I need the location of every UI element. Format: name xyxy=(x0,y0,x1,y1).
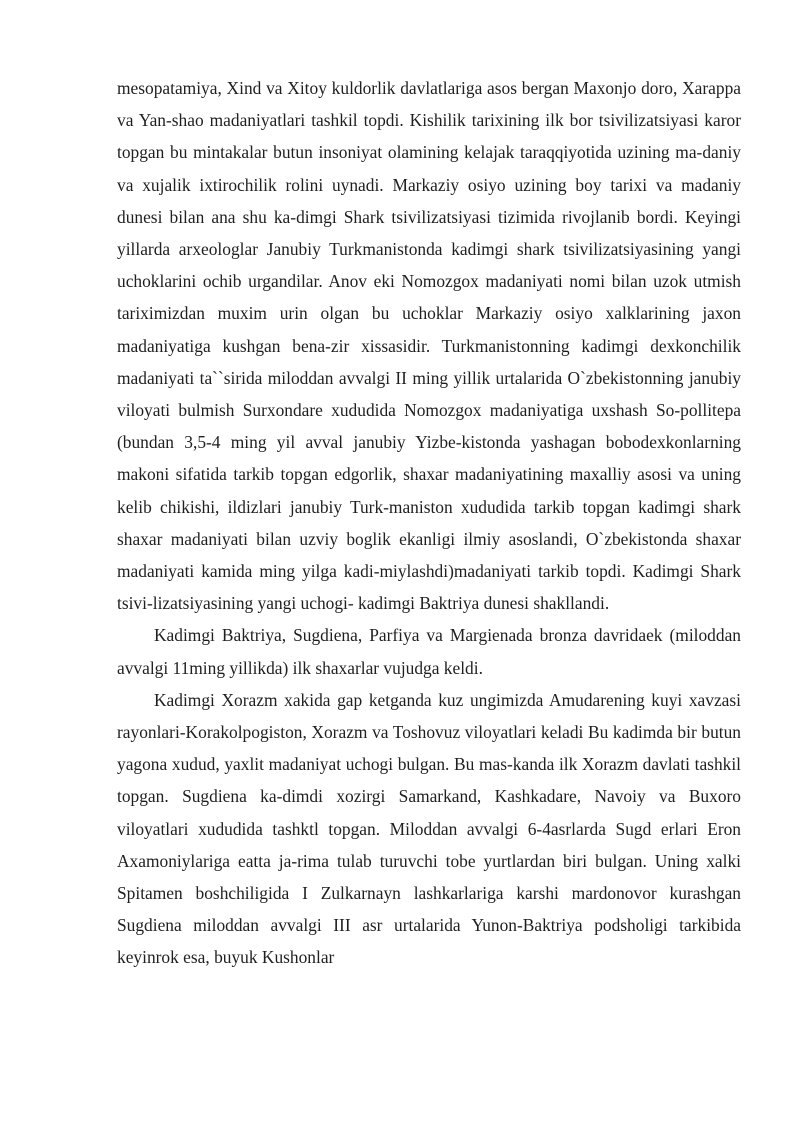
paragraph-3: Kadimgi Xorazm xakida gap ketganda kuz ungimizda Amudarening kuyi xavzasi rayonlari-Korakolpogiston, Xorazm va Toshovuz viloyatlari keladi Bu kadimda bir butun yagona xudud, yaxlit madaniyat uchogi bulgan. Bu mas-kanda ilk Xorazm davlati tashkil topgan. Sugdiena ka-dimdi xozirgi Samarkand, Kashkadare, Navoiy va Buxoro viloyatlari xududida tashktl topgan. Miloddan avvalgi 6-4asrlarda Sugd erlari Eron Axamoniylariga eatta ja-rima tulab turuvchi tobe yurtlardan biri bulgan. Uning xalki Spitamen boshchiligida I Zulkarnayn lashkarlariga karshi mardonovor kurashgan Sugdiena miloddan avvalgi III asr urtalarida Yunon-Baktriya podsholigi tarkibida keyinrok esa, buyuk Kushonlar xyxy=(117,689,741,968)
document-page xyxy=(117,72,741,974)
paragraph-2: Kadimgi Baktriya, Sugdiena, Parfiya va Margienada bronza davridaek (miloddan avvalgi 11ming yillikda) ilk shaxarlar vujudga keldi. xyxy=(117,625,741,678)
paragraph-1: mesopatamiya, Xind va Xitoy kuldorlik davlatlariga asos bergan Maxonjo doro, Xarappa va Yan-shao madaniyatlari tashkil topdi. Kishilik tarixining ilk bor tsivilizatsiyasi karor topgan bu mintakalar butun insoniyat olamining kelajak taraqqiyotida uzining ma-daniy va xujalik ixtirochilik rolini uynadi. Markaziy osiyo uzining boy tarixi va madaniy dunesi bilan ana shu ka-dimgi Shark tsivilizatsiyasi tizimida rivojlanib bordi. Keyingi yillarda arxeologlar Janubiy Turkmanistonda kadimgi shark tsivilizatsiyasining yangi uchoklarini ochib urgandilar. Anov eki Nomozgox madaniyati nomi bilan uzok utmish tariximizdan muxim urin olgan bu uchoklar Markaziy osiyo xalklarining jaxon madaniyatiga kushgan bena-zir xissasidir. Turkmanistonning kadimgi dexkonchilik madaniyati ta``sirida miloddan avvalgi II ming yillik urtalarida O`zbekistonning janubiy viloyati bulmish Surxondare xududida Nomozgox madaniyatiga uxshash So-pollitepa (bundan 3,5-4 ming yil avval janubiy Yizbe-kistonda yashagan bobodexkonlarning makoni sifatida tarkib topgan edgorlik, shaxar madaniyatining maxalliy asosi va uning kelib chikishi, ildizlari janubiy Turk-maniston xududida tarkib topgan kadimgi shark shaxar madaniyati bilan uzviy boglik ekanligi ilmiy asoslandi, O`zbekistonda shaxar madaniyati kamida ming yilga kadi-miylashdi)madaniyati tarkib topdi. Kadimgi Shark tsivi-lizatsiyasining yangi uchogi- kadimgi Baktriya dunesi shakllandi. xyxy=(117,78,741,614)
